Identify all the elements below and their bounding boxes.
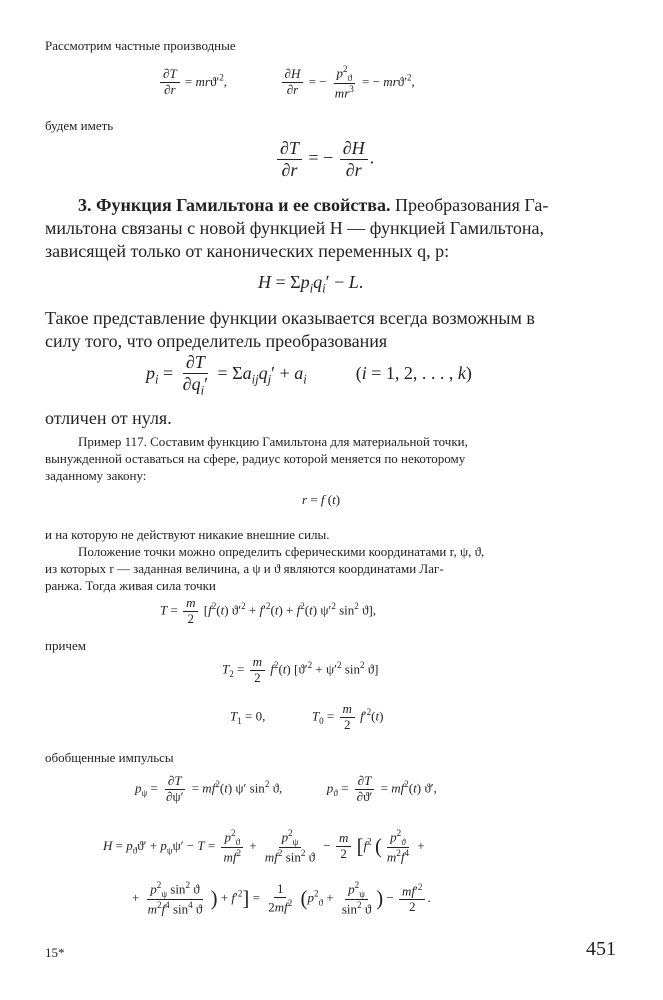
text-line: из которых r — заданная величина, а ψ и ϑ являются координатами Лаг- <box>45 561 444 576</box>
equation: $p_\psi$ = $\frac{\partial T}{\partial\psi'}$ = $mf^2(t)$ ψ′ $\sin^2 ϑ$, $p_ϑ$ = $\frac{\partial T}{\partial ϑ'}$ = $mf^2(t)$ ϑ′, <box>135 773 437 804</box>
page-number: 451 <box>586 938 616 960</box>
section-heading-line <box>78 195 548 216</box>
equation: + $\frac{p^2_\psi \sin^2 ϑ}{m^2f^4 \sin^4 ϑ}$ ) + $f'^2$] = $\frac{1}{2mf^2}$ ($p^2_ϑ$ + $\frac{p^2_\psi}{\sin^2 ϑ}$ ) − $\frac{mf'^2}{2}$ . <box>132 880 431 917</box>
section-heading: 3. Функция Гамильтона и ее свойства. <box>78 195 391 215</box>
text-line: зависящей только от канонических переменных q, p: <box>45 241 450 261</box>
text-fragment: Преобразования Га- <box>394 195 549 215</box>
text-line: Такое представление функции оказывается всегда возможным в <box>45 308 535 328</box>
equation: $\frac{\partial T}{\partial r}$ = $mrϑ'^2$, $\frac{\partial H}{\partial r}$ = − $\frac{p^2_ϑ}{mr^3}$ = − $mrϑ'^2$, <box>158 64 415 102</box>
text-line: Положение точки можно определить сферическими координатами r, ψ, ϑ, <box>78 544 485 559</box>
text-line: причем <box>45 638 86 653</box>
equation: $\frac{\partial T}{\partial r}$ = − $\frac{\partial H}{\partial r}$ . <box>275 138 374 180</box>
signature-mark: 15* <box>45 945 65 960</box>
text-line: обобщенные импульсы <box>45 750 174 765</box>
text-line: отличен от нуля. <box>45 408 172 428</box>
equation: T = $\frac{m}{2}$ [$f^2(t) ϑ'^2 + f'^2(t) + f^2(t)$ $\psi'^2$ $\sin^2 ϑ$], <box>160 595 377 626</box>
text-line: мильтона связаны с новой функцией H — функцией Гамильтона, <box>45 218 544 238</box>
equation: $T_2$ = $\frac{m}{2}$ $f^2(t) [ϑ'^2 + \psi'^2$ $\sin^2 ϑ$] <box>222 654 379 685</box>
equation: $p_i$ = $\frac{\partial T}{\partial q_i'}$ = $\Sigma a_{ij}q_j' + a_i$ (i = 1, 2, . . . , k) <box>146 352 472 398</box>
text-line: будем иметь <box>45 118 114 133</box>
text-line: вынужденной оставаться на сфере, радиус которой меняется по некоторому <box>45 451 466 466</box>
equation: $H = \Sigma p_iq_i' - L$. <box>258 272 364 296</box>
equation: $T_1 = 0$, $T_0$ = $\frac{m}{2}$ $f'^2(t)$ <box>230 701 384 732</box>
text-line: Рассмотрим частные производные <box>45 38 236 53</box>
equation: r = f (t) <box>302 492 341 507</box>
text-line: и на которую не действуют никакие внешние силы. <box>45 527 330 542</box>
text-line: заданному закону: <box>45 468 147 483</box>
text-line: Пример 117. Составим функцию Гамильтона для материальной точки, <box>78 434 468 449</box>
text-line: ранжа. Тогда живая сила точки <box>45 578 216 593</box>
equation: $H = p_ϑϑ' + p_\psi\psi' - T$ = $\frac{p^2_ϑ}{mf^2}$ + $\frac{p^2_\psi}{mf^2 \sin^2 ϑ}$ − $\frac{m}{2}$ [$f^2$ ( $\frac{p^2_ϑ}{m^2f^4}$ + <box>103 828 425 865</box>
text-line: силу того, что определитель преобразования <box>45 331 388 351</box>
